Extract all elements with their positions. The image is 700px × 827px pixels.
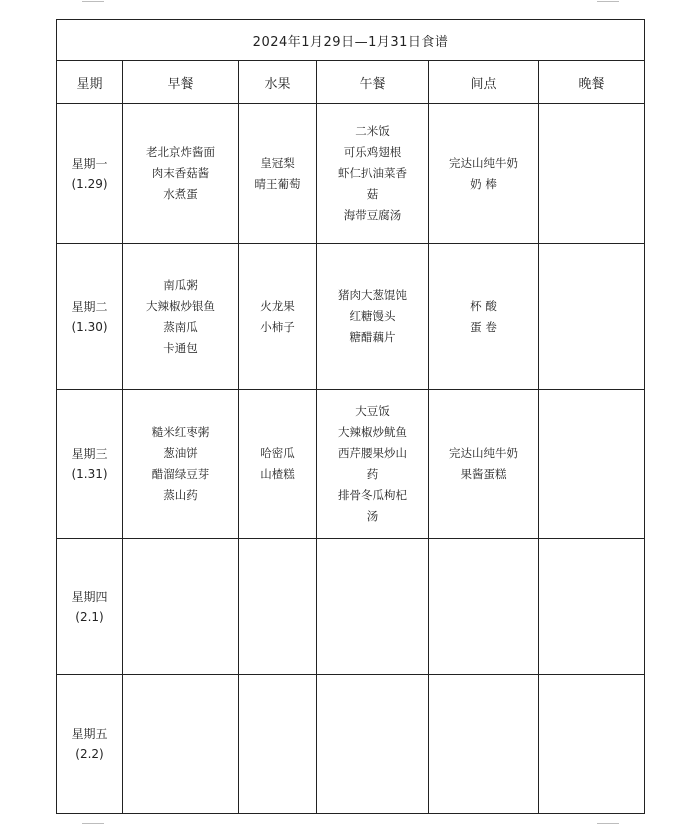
table-row <box>57 104 645 244</box>
menu-item: 糙米红枣粥 <box>151 425 210 439</box>
menu-item: 蒸南瓜 <box>163 319 198 334</box>
menu-item: 葱油饼 <box>163 446 198 460</box>
menu-item: 蒸山药 <box>163 488 198 502</box>
menu-item: 大辣椒炒鱿鱼 <box>338 425 407 439</box>
menu-item: 南瓜粥 <box>163 277 198 292</box>
menu-item: 哈密瓜 <box>260 446 295 460</box>
dinner-cell <box>539 390 645 539</box>
date-label: (1.29) <box>71 176 108 191</box>
snack-cell <box>429 104 539 244</box>
page-corner-mark <box>597 1 619 2</box>
menu-item: 虾仁扒油菜香 <box>338 166 407 180</box>
menu-body <box>57 104 645 814</box>
menu-item: 肉末香菇酱 <box>151 166 210 180</box>
weekday-cell <box>57 244 123 390</box>
snack-cell <box>429 390 539 539</box>
header-weekday: 星期 <box>57 61 123 104</box>
weekday-label: 星期二 <box>71 299 108 314</box>
header-breakfast: 早餐 <box>123 61 239 104</box>
header-lunch: 午餐 <box>317 61 429 104</box>
lunch-cell <box>317 675 429 814</box>
weekday-label: 星期一 <box>71 156 108 171</box>
menu-item: 卡通包 <box>163 340 198 355</box>
page-corner-mark <box>82 823 104 824</box>
snack-cell <box>429 539 539 675</box>
menu-item: 奶 棒 <box>470 176 497 191</box>
menu-item: 汤 <box>366 509 379 523</box>
dinner-cell <box>539 244 645 390</box>
menu-item: 果酱蛋糕 <box>460 467 507 481</box>
header-dinner: 晚餐 <box>539 61 645 104</box>
weekday-cell <box>57 675 123 814</box>
menu-item: 老北京炸酱面 <box>146 145 215 159</box>
menu-item: 可乐鸡翅根 <box>343 145 402 159</box>
lunch-cell <box>317 244 429 390</box>
weekday-cell <box>57 539 123 675</box>
breakfast-cell <box>123 244 239 390</box>
header-fruit: 水果 <box>239 61 317 104</box>
table-row <box>57 390 645 539</box>
menu-item: 皇冠梨 <box>260 155 295 170</box>
menu-item: 二米饭 <box>355 124 390 138</box>
menu-item: 蛋 卷 <box>470 319 497 334</box>
weekday-cell <box>57 390 123 539</box>
date-label: (2.1) <box>75 609 104 624</box>
table-row <box>57 675 645 814</box>
menu-item: 猪肉大葱馄饨 <box>338 288 407 302</box>
date-label: (2.2) <box>75 747 104 761</box>
menu-item: 西芹腰果炒山 <box>338 446 407 460</box>
weekday-label: 星期四 <box>71 589 108 604</box>
menu-item: 糖醋藕片 <box>349 330 396 344</box>
fruit-cell <box>239 244 317 390</box>
menu-table <box>56 19 645 814</box>
weekday-cell <box>57 104 123 244</box>
menu-item: 红糖馒头 <box>349 309 396 323</box>
lunch-cell <box>317 390 429 539</box>
fruit-cell <box>239 675 317 814</box>
breakfast-cell <box>123 104 239 244</box>
menu-item: 水煮蛋 <box>163 187 198 201</box>
menu-item: 菇 <box>366 187 379 201</box>
header-snack: 间点 <box>429 61 539 104</box>
date-label: (1.31) <box>71 467 108 481</box>
dinner-cell <box>539 675 645 814</box>
menu-item: 药 <box>366 467 379 481</box>
menu-item: 完达山纯牛奶 <box>449 446 518 460</box>
menu-item: 大辣椒炒银鱼 <box>146 298 215 313</box>
table-row <box>57 244 645 390</box>
menu-item: 大豆饭 <box>355 404 390 418</box>
page-corner-mark <box>82 1 104 2</box>
menu-item: 海带豆腐汤 <box>343 208 402 222</box>
breakfast-cell <box>123 539 239 675</box>
breakfast-cell <box>123 390 239 539</box>
menu-item: 杯 酸 <box>470 298 497 313</box>
menu-item: 完达山纯牛奶 <box>449 155 518 170</box>
date-label: (1.30) <box>71 319 108 334</box>
lunch-cell <box>317 104 429 244</box>
fruit-cell <box>239 390 317 539</box>
page-corner-mark <box>597 823 619 824</box>
fruit-cell <box>239 104 317 244</box>
fruit-cell <box>239 539 317 675</box>
dinner-cell <box>539 539 645 675</box>
snack-cell <box>429 675 539 814</box>
menu-item: 晴王葡萄 <box>254 176 301 191</box>
menu-item: 醋溜绿豆芽 <box>151 467 210 481</box>
lunch-cell <box>317 539 429 675</box>
weekday-label: 星期五 <box>71 727 108 741</box>
snack-cell <box>429 244 539 390</box>
weekday-label: 星期三 <box>71 447 108 461</box>
dinner-cell <box>539 104 645 244</box>
menu-item: 山楂糕 <box>260 467 295 481</box>
menu-title: 2024年1月29日—1月31日食谱 <box>57 20 645 61</box>
menu-item: 火龙果 <box>260 298 295 313</box>
menu-item: 小柿子 <box>260 319 295 334</box>
breakfast-cell <box>123 675 239 814</box>
table-row <box>57 539 645 675</box>
menu-item: 排骨冬瓜枸杞 <box>338 488 407 502</box>
